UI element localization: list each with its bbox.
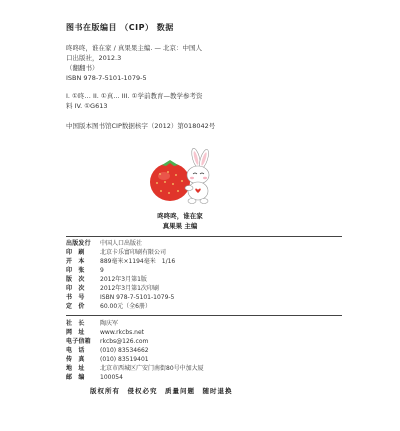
colophon-row: 网 址 www.rkcbs.net xyxy=(66,329,145,336)
strawberry-icon xyxy=(150,160,190,201)
colophon-row: 印 次 2012年3月第1次印刷 xyxy=(66,285,159,292)
cip-line: 中国版本图书馆CIP数据核字（2012）第018042号 xyxy=(66,122,216,130)
cip-line: 料 IV. ①G613 xyxy=(66,102,108,110)
copyright-footer: 版权所有 侵权必究 质量问题 随时退换 xyxy=(90,387,233,395)
colophon-row: 版 次 2012年3月第1版 xyxy=(66,276,147,283)
colophon-row: 定 价 60.00元（全6册） xyxy=(66,303,151,310)
colophon-row: 邮 编 100054 xyxy=(66,374,123,381)
colophon-row: 社 长 陶庆军 xyxy=(66,320,119,327)
cip-line: 咚咚咚，谁在家 / 真果果主编. — 北京：中国人 xyxy=(66,44,203,52)
divider xyxy=(66,315,342,316)
colophon-row: 传 真 (010) 83519401 xyxy=(66,356,149,363)
bunny-strawberry-illustration xyxy=(140,146,220,208)
colophon-row: 印 张 9 xyxy=(66,267,104,274)
colophon-row: 电子信箱 rkcbs@126.com xyxy=(66,338,149,345)
book-editor: 真果果 主编 xyxy=(162,222,198,230)
cip-line: 口出版社，2012.3 xyxy=(66,54,122,62)
bunny-icon xyxy=(185,147,210,203)
cip-line: （翻翻书） xyxy=(66,64,99,72)
book-title: 咚咚咚，谁在家 xyxy=(157,212,203,220)
cip-line: I. ①咚… II. ①真… III. ①学前教育—教学参考资 xyxy=(66,92,203,100)
colophon-row: 书 号 ISBN 978-7-5101-1079-5 xyxy=(66,294,175,301)
colophon-row: 出版发行 中国人口出版社 xyxy=(66,240,143,247)
cip-title: 图书在版编目 （CIP） 数据 xyxy=(66,23,174,32)
cip-line: ISBN 978-7-5101-1079-5 xyxy=(66,74,147,82)
colophon-row: 电 话 (010) 83534662 xyxy=(66,347,149,354)
colophon-row: 地 址 北京市西城区广安门南街80号中加大厦 xyxy=(66,365,204,372)
divider xyxy=(66,236,342,237)
colophon-row: 开 本 889毫米×1194毫米 1/16 xyxy=(66,258,176,265)
colophon-row: 印 刷 北京卡乐富印刷有限公司 xyxy=(66,249,167,256)
